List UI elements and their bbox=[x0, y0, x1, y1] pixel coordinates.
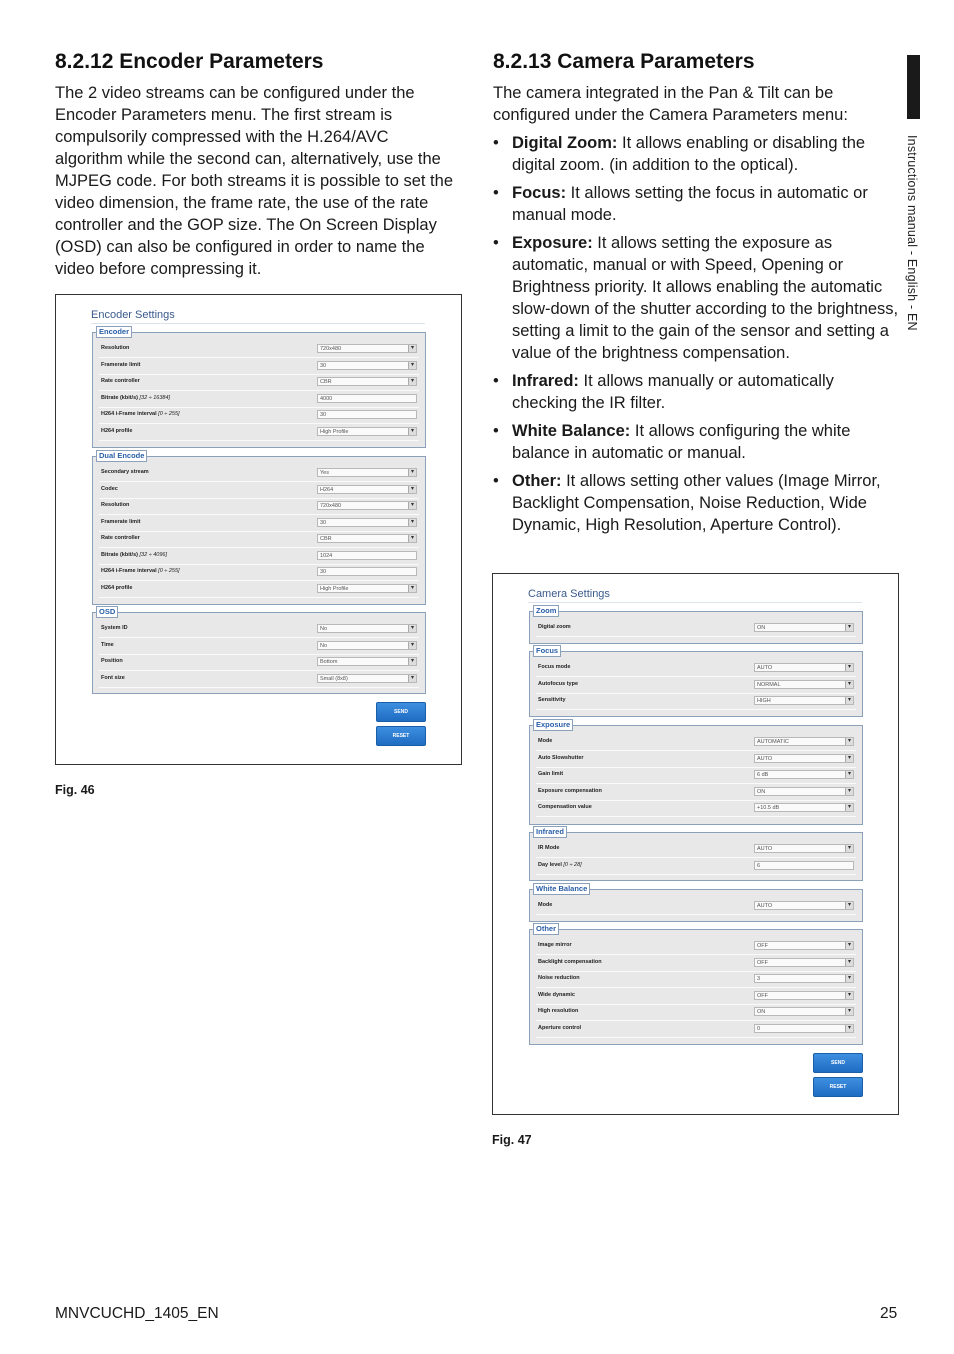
dual-encode-legend: Dual Encode bbox=[96, 450, 147, 462]
setting-label: H264 i-Frame interval [0 ÷ 255] bbox=[101, 568, 180, 574]
sidebar-manual-label: Instructions manual - English - EN bbox=[905, 135, 919, 331]
setting-row bbox=[99, 341, 419, 358]
setting-label: Focus mode bbox=[538, 664, 571, 670]
fig-47-caption: Fig. 47 bbox=[492, 1133, 532, 1147]
setting-dropdown[interactable]: ON ▾ bbox=[754, 1007, 854, 1016]
setting-dropdown[interactable]: ON ▾ bbox=[754, 787, 854, 796]
setting-dropdown[interactable]: OFF ▾ bbox=[754, 958, 854, 967]
setting-dropdown[interactable]: 30 ▾ bbox=[317, 518, 417, 527]
reset-button[interactable]: RESET bbox=[813, 1077, 863, 1097]
setting-row bbox=[536, 971, 856, 988]
focus-fieldset bbox=[529, 646, 863, 717]
setting-dropdown[interactable]: NORMAL ▾ bbox=[754, 680, 854, 689]
setting-input[interactable]: 6 bbox=[754, 861, 854, 870]
other-legend: Other bbox=[533, 923, 559, 935]
setting-label: Resolution bbox=[101, 502, 130, 508]
encoder-settings-screenshot bbox=[55, 294, 462, 765]
setting-dropdown[interactable]: 0 ▾ bbox=[754, 1024, 854, 1033]
setting-label: Bitrate (kbit/s) [32 ÷ 16384] bbox=[101, 394, 171, 401]
setting-label: Resolution bbox=[101, 345, 130, 351]
white-balance-legend: White Balance bbox=[533, 883, 590, 895]
setting-dropdown[interactable]: 720x480 ▾ bbox=[317, 344, 417, 353]
title-divider bbox=[91, 323, 425, 324]
setting-row bbox=[99, 531, 419, 548]
setting-dropdown[interactable]: High Profile ▾ bbox=[317, 427, 417, 436]
setting-dropdown[interactable]: 3 ▾ bbox=[754, 974, 854, 983]
setting-row bbox=[536, 898, 856, 915]
setting-dropdown[interactable]: ON ▾ bbox=[754, 623, 854, 632]
bullet-other: • Other: It allows setting other values (Image Mirror, Backlight Compensation, Noise Reduction, Wide Dynamic, High Resolution, Aperture Control). bbox=[493, 470, 901, 536]
encoder-fieldset bbox=[92, 327, 426, 448]
setting-row bbox=[536, 955, 856, 972]
setting-label: Aperture control bbox=[538, 1024, 582, 1031]
setting-dropdown[interactable]: High Profile ▾ bbox=[317, 584, 417, 593]
osd-fieldset bbox=[92, 607, 426, 694]
setting-dropdown[interactable]: AUTO ▾ bbox=[754, 844, 854, 853]
setting-label: High resolution bbox=[538, 1008, 579, 1014]
setting-dropdown[interactable]: CBR ▾ bbox=[317, 377, 417, 386]
setting-label: Codec bbox=[101, 485, 118, 492]
setting-label: Rate controller bbox=[101, 378, 140, 384]
title-divider bbox=[528, 602, 862, 603]
zoom-legend: Zoom bbox=[533, 605, 559, 617]
setting-label: Mode bbox=[538, 902, 553, 908]
camera-heading: 8.2.13 Camera Parameters bbox=[493, 50, 755, 73]
setting-row bbox=[99, 391, 419, 408]
fig-46-caption: Fig. 46 bbox=[55, 783, 95, 797]
setting-row bbox=[536, 620, 856, 637]
footer-page-number: 25 bbox=[880, 1305, 898, 1322]
encoder-settings-title: Encoder Settings bbox=[91, 309, 175, 321]
setting-label: Autofocus type bbox=[538, 680, 579, 687]
encoder-legend: Encoder bbox=[96, 326, 132, 338]
setting-label: Image mirror bbox=[538, 942, 572, 948]
setting-row bbox=[536, 734, 856, 751]
setting-dropdown[interactable]: OFF ▾ bbox=[754, 941, 854, 950]
bullet-infrared: • Infrared: It allows manually or automatically checking the IR filter. bbox=[493, 370, 901, 414]
setting-dropdown[interactable]: AUTO ▾ bbox=[754, 663, 854, 672]
setting-row bbox=[99, 515, 419, 532]
setting-row bbox=[99, 424, 419, 441]
encoder-section bbox=[55, 50, 460, 280]
camera-section bbox=[493, 50, 901, 542]
setting-row bbox=[99, 638, 419, 655]
setting-row bbox=[536, 751, 856, 768]
setting-row bbox=[99, 465, 419, 482]
setting-label: Framerate limit bbox=[101, 361, 141, 368]
setting-label: H264 profile bbox=[101, 584, 133, 591]
setting-row bbox=[99, 564, 419, 581]
setting-dropdown[interactable]: Yes ▾ bbox=[317, 468, 417, 477]
setting-dropdown[interactable]: CBR ▾ bbox=[317, 534, 417, 543]
setting-label: Sensitivity bbox=[538, 697, 566, 703]
setting-label: Bitrate (kbit/s) [32 ÷ 4096] bbox=[101, 551, 167, 558]
setting-label: Font size bbox=[101, 674, 125, 681]
setting-input[interactable]: 1024 bbox=[317, 551, 417, 560]
section-tab-marker bbox=[907, 55, 920, 119]
setting-label: Auto Slowshutter bbox=[538, 754, 584, 761]
setting-label: Gain limit bbox=[538, 771, 564, 777]
setting-row bbox=[536, 767, 856, 784]
bullet-white-balance: • White Balance: It allows configuring the white balance in automatic or manual. bbox=[493, 420, 901, 464]
setting-dropdown[interactable]: OFF ▾ bbox=[754, 991, 854, 1000]
setting-row bbox=[99, 621, 419, 638]
setting-dropdown[interactable]: AUTO ▾ bbox=[754, 754, 854, 763]
camera-bullet-list bbox=[493, 132, 901, 536]
setting-label: Mode bbox=[538, 738, 553, 744]
setting-dropdown[interactable]: Small (8x8) ▾ bbox=[317, 674, 417, 683]
setting-input[interactable]: 30 bbox=[317, 567, 417, 576]
setting-label: H264 profile bbox=[101, 427, 133, 434]
setting-row bbox=[99, 671, 419, 688]
setting-label: Exposure compensation bbox=[538, 787, 602, 794]
exposure-fieldset bbox=[529, 720, 863, 825]
infrared-fieldset bbox=[529, 827, 863, 881]
setting-dropdown[interactable]: H264 ▾ bbox=[317, 485, 417, 494]
setting-dropdown[interactable]: 720x480 ▾ bbox=[317, 501, 417, 510]
setting-row bbox=[99, 482, 419, 499]
setting-row bbox=[536, 660, 856, 677]
camera-intro: The camera integrated in the Pan & Tilt can be configured under the Camera Parameters menu: bbox=[493, 84, 848, 124]
setting-label: System ID bbox=[101, 625, 128, 631]
setting-label: Day level [0 ÷ 28] bbox=[538, 861, 582, 868]
encoder-intro: The 2 video streams can be configured under the Encoder Parameters menu. The first stream is compulsorily compressed with the H.264/AVC algorithm while the second can, alternatively, use the MJPEG code. For both streams it is possible to set the video dimension, the frame rate, the use of the rate controller and the GOP size. The On Screen Display (OSD) can also be configured in order to name the video before compressing it. bbox=[55, 84, 453, 278]
footer-doc-code: MNVCUCHD_1405_EN bbox=[55, 1305, 219, 1322]
bullet-exposure: • Exposure: It allows setting the exposure as automatic, manual or with Speed, Opening or Brightness priority. It allows enabling the automatic slow-down of the shutter according to the brightness, setting a limit to the gain of the sensor and setting a value of the brightness compensation. bbox=[493, 232, 901, 364]
setting-row bbox=[99, 654, 419, 671]
setting-label: IR Mode bbox=[538, 845, 560, 851]
setting-dropdown[interactable]: +10.5 dB ▾ bbox=[754, 803, 854, 812]
setting-label: Position bbox=[101, 658, 123, 664]
setting-dropdown[interactable]: No ▾ bbox=[317, 641, 417, 650]
setting-row bbox=[99, 548, 419, 565]
setting-input[interactable]: 4000 bbox=[317, 394, 417, 403]
setting-dropdown[interactable]: HIGH ▾ bbox=[754, 696, 854, 705]
bullet-focus: • Focus: It allows setting the focus in automatic or manual mode. bbox=[493, 182, 901, 226]
encoder-heading: 8.2.12 Encoder Parameters bbox=[55, 50, 324, 73]
setting-dropdown[interactable]: AUTO ▾ bbox=[754, 901, 854, 910]
setting-dropdown[interactable]: Bottom ▾ bbox=[317, 657, 417, 666]
bullet-digital-zoom: • Digital Zoom: It allows enabling or disabling the digital zoom. (in addition to the optical). bbox=[493, 132, 901, 176]
setting-label: Noise reduction bbox=[538, 975, 580, 981]
setting-dropdown[interactable]: 6 dB ▾ bbox=[754, 770, 854, 779]
setting-row bbox=[99, 374, 419, 391]
setting-label: Rate controller bbox=[101, 535, 140, 541]
setting-row bbox=[536, 858, 856, 875]
setting-row bbox=[536, 1004, 856, 1021]
setting-row bbox=[536, 800, 856, 817]
setting-row bbox=[536, 693, 856, 710]
setting-dropdown[interactable]: 30 ▾ bbox=[317, 361, 417, 370]
reset-button[interactable]: RESET bbox=[376, 726, 426, 746]
setting-label: Secondary stream bbox=[101, 469, 149, 475]
setting-row bbox=[536, 988, 856, 1005]
setting-label: Wide dynamic bbox=[538, 991, 575, 998]
setting-input[interactable]: 30 bbox=[317, 410, 417, 419]
white-balance-fieldset bbox=[529, 884, 863, 922]
camera-settings-screenshot bbox=[492, 573, 899, 1115]
setting-label: Compensation value bbox=[538, 804, 592, 810]
setting-row bbox=[99, 581, 419, 598]
setting-row bbox=[536, 784, 856, 801]
setting-dropdown[interactable]: AUTOMATIC ▾ bbox=[754, 737, 854, 746]
setting-dropdown[interactable]: No ▾ bbox=[317, 624, 417, 633]
setting-row bbox=[536, 938, 856, 955]
send-button[interactable]: SEND bbox=[813, 1053, 863, 1073]
exposure-legend: Exposure bbox=[533, 719, 573, 731]
other-fieldset bbox=[529, 924, 863, 1045]
setting-label: Digital zoom bbox=[538, 624, 571, 630]
setting-row bbox=[536, 841, 856, 858]
setting-label: Backlight compensation bbox=[538, 958, 602, 965]
osd-legend: OSD bbox=[96, 606, 118, 618]
setting-row bbox=[536, 677, 856, 694]
infrared-legend: Infrared bbox=[533, 826, 567, 838]
camera-settings-title: Camera Settings bbox=[528, 588, 610, 600]
setting-row bbox=[99, 498, 419, 515]
zoom-fieldset bbox=[529, 606, 863, 644]
focus-legend: Focus bbox=[533, 645, 561, 657]
setting-label: Time bbox=[101, 641, 114, 648]
setting-row bbox=[99, 407, 419, 424]
send-button[interactable]: SEND bbox=[376, 702, 426, 722]
setting-row bbox=[99, 358, 419, 375]
setting-label: Framerate limit bbox=[101, 518, 141, 525]
dual-encode-fieldset bbox=[92, 451, 426, 605]
setting-label: H264 i-Frame interval [0 ÷ 255] bbox=[101, 411, 180, 417]
setting-row bbox=[536, 1021, 856, 1038]
